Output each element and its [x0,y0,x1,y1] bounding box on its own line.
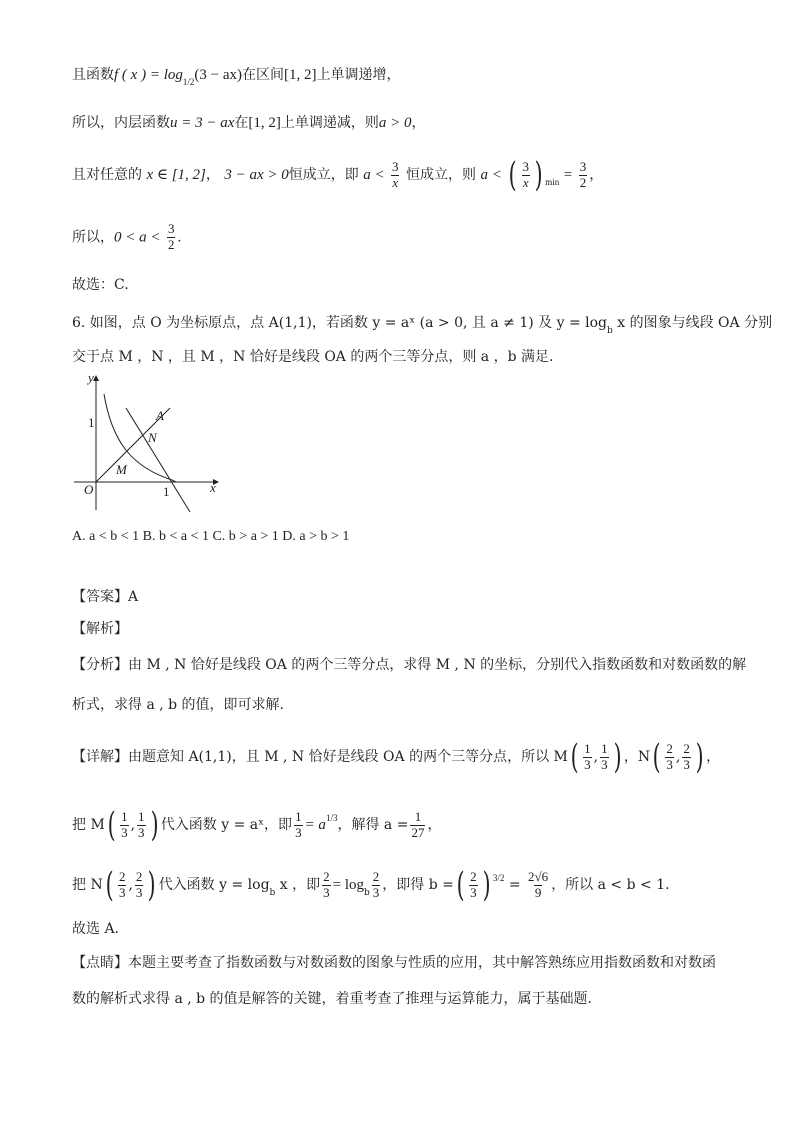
xiangjie-tag: 【详解】 [72,749,128,765]
line-inner-function [72,116,426,131]
denominator: 3 [584,756,591,772]
answer-tag: 【答案】 [72,589,128,605]
expr: x ∈ [1, 2] [146,167,206,183]
denominator: 3 [138,824,145,840]
fraction [294,810,303,841]
numerator: 2 [323,868,330,884]
text: 上单调递增， [316,67,401,83]
fraction [600,742,609,773]
text: x 的图象与线段 OA 分别 [612,315,773,331]
dianjing-line2 [72,992,592,1006]
xiangjie-line4 [72,922,119,936]
line-inequality [72,155,604,195]
expr: u = 3 − ax [170,115,235,131]
text: 由 M , N 恰好是线段 OA 的两个三等分点，求得 M , N 的坐标，分别代入指数函数和对数函数的解 [128,657,747,673]
text: ， [427,817,442,833]
denominator: 3 [135,884,143,900]
label-m: M [116,462,127,477]
expr: 3 − ax > 0 [224,167,289,183]
fraction [322,870,331,901]
line-conclusion [72,222,181,253]
text: 且对任意的 [72,167,142,183]
question-6-line2 [72,350,553,364]
numerator: 2 [372,868,380,884]
expr: a < [480,167,502,183]
paren-left: ( [107,805,116,845]
denominator: 3 [601,756,608,772]
text: 在区间 [241,67,284,83]
fraction [118,870,127,901]
text: 所以， [72,229,114,246]
label-one-y: 1 [88,415,95,430]
fraction [120,810,129,841]
label-x: x [210,480,216,495]
fraction [137,810,146,841]
dianjing-line1 [72,956,716,970]
fraction [135,870,144,901]
fraction [372,870,381,901]
numerator: 2√6 [528,868,549,884]
interval: [1, 2] [283,67,317,83]
text: 代入函数 y = aˣ，即 [160,817,293,833]
xiangjie-line3: 把 N( $\frac{2}{3}$ , $\frac{2}{3}$ ) 代入函数 $y = \log_b x$ ，即 $\frac{2}{3}$ = $\log_b$ $\frac{2}{3}$ ，即得 b =( $\frac{2}{3}$ ) $^{3/2}$ = $\frac{2√6}{9}$ ，所以 a < b < 1. [72,865,670,905]
denominator: 3 [118,884,126,900]
fraction [522,160,531,191]
label-origin: O [84,482,94,497]
expr: = log [332,877,364,893]
paren-right: ) [148,865,157,905]
text: 交于点 M ，N ，且 M ，N 恰好是线段 OA 的两个三等分点，则 a ，b 满足. [72,349,554,365]
expr: = a [304,817,326,833]
label-a: A [156,408,164,423]
fraction [583,742,592,773]
fenxi-line2 [72,698,284,712]
numerator: 2 [470,868,477,884]
text: 代入函数 y = log [158,877,270,893]
text: 数的解析式求得 a , b 的值是解答的关键，着重考查了推理与运算能力，属于基础题. [72,991,593,1007]
paren-right: ) [534,155,543,195]
numerator: 2 [118,868,126,884]
denominator: x [522,174,529,190]
label-n: N [148,430,157,445]
denominator: 3 [372,884,380,900]
fraction [527,870,549,901]
xiangjie-line1: 【详解】由题意知 A(1,1)，且 M , N 恰好是线段 OA 的两个三等分点，所以 M( $\frac{1}{3}$ , $\frac{1}{3}$ ) ，N( $\frac{2}{3}$ , $\frac{2}{3}$ ) ， [72,737,721,777]
dianjing-tag: 【点睛】 [72,955,128,971]
text: 析式，求得 a , b 的值，即可求解. [72,697,285,713]
subscript: b [269,888,276,898]
denominator: x [392,174,399,190]
xiangjie-line2: 把 M( $\frac{1}{3}$ , $\frac{1}{3}$ ) 代入函数 y = aˣ，即 $\frac{1}{3}$ = $a^{1/3}$，解得 a = $\frac{1}{27}$ ， [72,805,442,845]
log-arg: (3 − ax) [194,67,242,83]
numerator: 1 [584,740,591,756]
interval: [1, 2] [248,115,281,131]
question-6-line1 [72,316,772,336]
function-graph [72,372,222,514]
numerator: 3 [392,158,399,174]
denominator: 2 [579,174,587,190]
label-one-x: 1 [163,484,170,499]
numerator: 2 [683,740,690,756]
numerator: 1 [601,740,608,756]
jiexi-tag: 【解析】 [72,621,128,637]
text: 本题主要考查了指数函数与对数函数的图象与性质的应用，其中解答熟练应用指数函数和对数函 [128,955,716,971]
text: ， [205,167,220,183]
paren-left: ( [508,155,517,195]
denominator: 3 [683,756,690,772]
fraction [665,742,674,773]
answer-value: A [128,589,139,605]
exponent: 3/2 [492,873,505,883]
text: 故选：C. [72,277,129,293]
numerator: 1 [295,808,302,824]
fraction [682,742,691,773]
denominator: 3 [470,884,477,900]
paren-right: ) [482,865,491,905]
line-function-definition [72,68,400,87]
text: ，即得 b = [382,877,454,893]
subscript: b [364,888,370,898]
text: ， [589,167,604,183]
log-base: 1/2 [182,77,195,87]
text: 且函数 [72,67,114,83]
numerator: 1 [121,808,128,824]
fenxi-line1 [72,658,746,672]
numerator: 2 [135,868,143,884]
condition: a > 0 [378,115,412,131]
exponent: 1/3 [325,813,338,823]
answer-line [72,590,138,604]
denominator: 3 [666,756,673,772]
fraction [410,810,425,841]
expr: a < [363,167,385,183]
text: 上单调递减，则 [280,115,379,131]
subscript-min: min [545,177,560,187]
line-choice-c [72,278,129,292]
func-expr: f ( x ) = log [114,67,183,83]
numerator: 1 [138,808,145,824]
numerator: 1 [414,808,422,824]
denominator: 3 [295,824,302,840]
paren-left: ( [652,737,661,777]
paren-right: ) [613,737,622,777]
text: ，解得 a = [337,817,409,833]
paren-right: ) [150,805,159,845]
numerator: 2 [666,740,673,756]
denominator: 27 [411,824,425,840]
jiexi-line [72,622,128,636]
fraction [469,870,478,901]
paren-left: ( [105,865,114,905]
denominator: 3 [121,824,128,840]
label-y: y [88,372,94,385]
text: ，N [623,749,651,765]
options: A. a < b < 1 B. b < a < 1 C. b > a > 1 D. a > b > 1 [72,529,350,544]
text: 把 N [72,877,103,893]
text: 恒成立，则 [405,167,476,183]
text: 由题意知 A(1,1)，且 M , N 恰好是线段 OA 的两个三等分点，所以 M [128,749,568,765]
numerator: 3 [579,158,587,174]
expr: 0 < a < [114,229,161,246]
subscript: b [607,326,613,336]
paren-left: ( [456,865,465,905]
fraction [167,222,176,253]
text: ， [411,115,426,131]
text: 在 [234,115,249,131]
text: 把 M [72,817,105,833]
denominator: 2 [167,236,175,252]
text: 6. 如图，点 O 为坐标原点，点 A(1,1)，若函数 y = aˣ (a > 0, 且 a ≠ 1) 及 y = log [72,315,608,331]
text: x ，即 [275,877,321,893]
options-line [72,530,349,544]
denominator: 9 [534,884,542,900]
paren-right: ) [695,737,704,777]
fenxi-tag: 【分析】 [72,657,128,673]
fraction [391,160,400,191]
paren-left: ( [570,737,579,777]
denominator: 3 [323,884,330,900]
fraction [579,160,588,191]
text: . [177,229,182,246]
text: ， [706,749,721,765]
numerator: 3 [522,158,530,174]
text: 恒成立，即 [288,167,359,183]
text: 故选 A. [72,921,120,937]
numerator: 3 [167,221,175,236]
text: ，所以 a < b < 1. [551,877,670,893]
equals: = [563,167,573,183]
text: 所以，内层函数 [72,115,170,131]
